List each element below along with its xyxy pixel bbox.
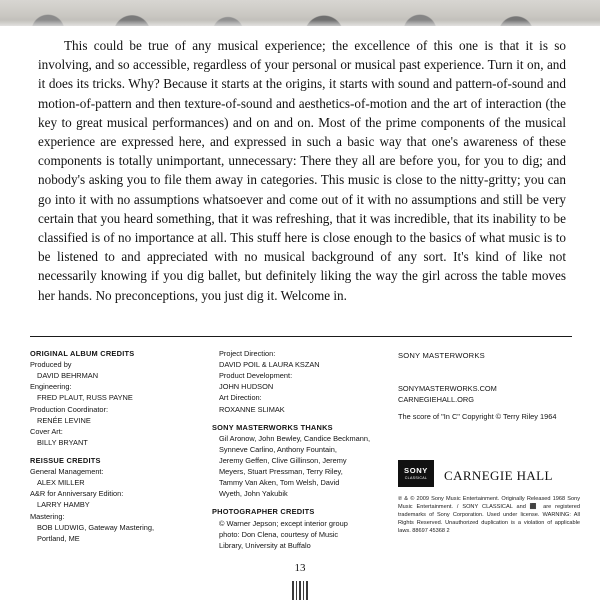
credits-heading: REISSUE CREDITS (30, 455, 101, 465)
credit-line: ROXANNE SLIMAK (219, 404, 285, 414)
section-divider (30, 336, 572, 337)
website-list (398, 383, 578, 405)
sony-logo-text: SONY (404, 465, 428, 475)
credit-line: LARRY HAMBY (37, 500, 90, 510)
footer-line (292, 581, 294, 600)
credit-line: Gil Aronow, John Bewley, Candice Beckmann, (219, 433, 371, 443)
footer-line (299, 581, 301, 600)
credit-line: RENÉE LEVINE (37, 415, 91, 425)
footer-decorative-lines (0, 581, 600, 600)
footer-line (303, 581, 305, 600)
score-copyright: The score of "In C" Copyright © Terry Riley 1964 (398, 412, 557, 422)
credit-line: Art Direction: (219, 393, 262, 403)
logo-row (398, 460, 583, 487)
credit-line: DAVID POIL & LAURA KSZAN (219, 360, 320, 370)
legal-fine-print: ℗ & © 2009 Sony Music Entertainment. Originally Released 1968 Sony Music Entertainment. / SONY CLASSICAL and ⬛ are registered trademarks of Sony Corporation. Used under license. WARNING: All Rights Reserved. Unauthorized duplication is a violation of applicable laws. 88697 45368 2 (398, 496, 580, 534)
credits-heading: ORIGINAL ALBUM CREDITS (30, 349, 135, 358)
credit-line: photo: Don Clena, courtesy of Music (219, 529, 339, 539)
carnegie-hall-text: CARNEGIE HALL (444, 468, 553, 483)
credit-line: BOB LUDWIG, Gateway Mastering, (37, 522, 155, 532)
credit-line: ALEX MILLER (37, 478, 85, 488)
credits-group-thanks (212, 422, 390, 500)
credits-heading: SONY MASTERWORKS THANKS (212, 422, 333, 432)
credit-line: Engineering: (30, 382, 72, 392)
credit-line: Tammy Van Aken, Tom Welsh, David (219, 478, 340, 488)
credit-line: DAVID BEHRMAN (37, 371, 99, 381)
credits-column-1 (30, 348, 205, 544)
credit-line: Cover Art: (30, 426, 63, 436)
credit-line: JOHN HUDSON (219, 382, 274, 392)
website-carnegiehall[interactable]: CARNEGIEHALL.ORG (398, 395, 474, 405)
liner-notes-paragraph: This could be true of any musical experience; the excellence of this one is that it is so involving, and so accessible, regardless of your personal or musical past experience. Turn it on, and it does its tricks. Why? Because it starts at the origins, it starts with sound and pattern-of-sound and motion-of-pattern and then texture-of-sound and aesthetics-of-motion and the art of interaction (the key to great musical performances) and on and on. Most of the prime components of the musical experience are expressed here, and expressed in such a basic way that one's awareness of these components is totally unimportant, unnecessary: There they all are before you, for you to dig; and nobody's asking you to file them away in categories. This music is close to the nitty-gritty; you can go into it with no assumptions whatsoever and come out of it with no assumptions and still be very certain that you heard something, that it was refreshing, that it was incredible, that its inability to be classified is of no importance at all. This stuff here is close enough to the basics of what music is to be listened to and appreciated with no musical background of any sort. It's kind of like not necessarily knowing if you dig ballet, but definitely liking the way the girl across the table moves her hands. No preconceptions, you just dig it. Welcome in. (38, 38, 566, 303)
credit-line: BILLY BRYANT (37, 437, 88, 447)
credit-line: Jeremy Geffen, Clive Gillinson, Jeremy (219, 455, 347, 465)
credit-line: A&R for Anniversary Edition: (30, 489, 124, 499)
credits-section (30, 348, 580, 563)
credit-line: FRED PLAUT, RUSS PAYNE (37, 393, 133, 403)
sony-masterworks-wordmark: SONY MASTERWORKS (398, 351, 485, 360)
credit-line: Produced by (30, 360, 72, 370)
credits-group-reissue (30, 455, 205, 544)
credits-group-original-album (30, 348, 205, 448)
credit-line: Project Direction: (219, 349, 276, 358)
credits-column-3 (398, 348, 578, 422)
footer-line (306, 581, 308, 600)
credit-line: Meyers, Stuart Pressman, Terry Riley, (219, 467, 343, 477)
sony-classical-logo (398, 460, 434, 487)
classical-logo-text: CLASSICAL (404, 475, 428, 480)
credits-group-project (212, 348, 390, 415)
footer-line (296, 581, 298, 600)
credits-group-photographer (212, 506, 390, 550)
credit-line: Mastering: (30, 511, 65, 521)
credits-heading: PHOTOGRAPHER CREDITS (212, 507, 315, 517)
credit-line: Library, University at Buffalo (219, 540, 311, 550)
carnegie-hall-logo (444, 460, 553, 486)
credit-line: Product Development: (219, 371, 293, 381)
website-sonymasterworks[interactable]: SONYMASTERWORKS.COM (398, 384, 497, 393)
credit-line: Production Coordinator: (30, 404, 109, 414)
credit-line: Portland, ME (37, 533, 80, 543)
credit-line: Synneve Carlino, Anthony Fountain, (219, 444, 337, 454)
credit-line: General Management: (30, 467, 104, 477)
credit-line: Wyeth, John Yakubik (219, 489, 288, 499)
photo-fade-overlay (0, 20, 600, 30)
credit-line: © Warner Jepson; except interior group (219, 518, 348, 528)
liner-notes-body (38, 36, 566, 305)
page-number: 13 (294, 562, 306, 574)
credits-column-2 (212, 348, 390, 551)
